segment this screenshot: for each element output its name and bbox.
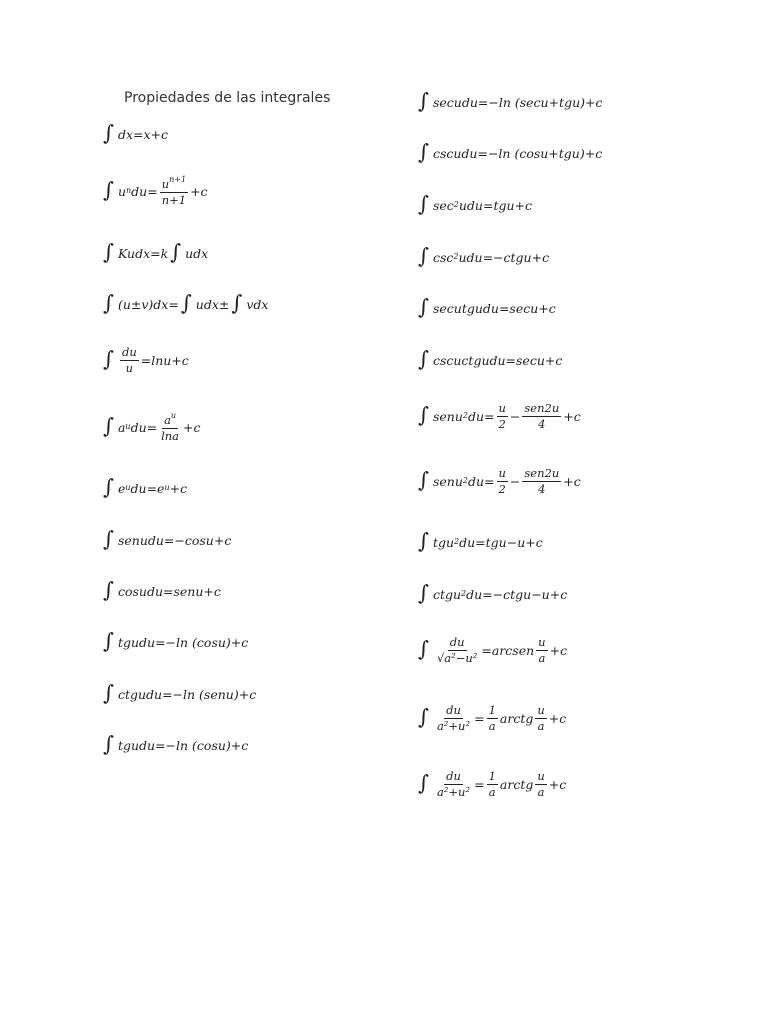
formula-text: (u±v)dx= [117, 297, 179, 312]
formula-text: du=e [130, 481, 165, 496]
integral-sign: ∫ [103, 681, 114, 705]
formula-text: du= [467, 409, 495, 425]
exponent: 2 [462, 476, 468, 486]
integral-sign: ∫ [103, 629, 114, 653]
fraction [522, 467, 561, 496]
base: sec [432, 198, 454, 213]
formula-text: +c [169, 481, 188, 496]
numerator: sen2u [522, 467, 561, 482]
integral-sign: ∫ [103, 347, 114, 372]
formula-text: +c [183, 420, 201, 436]
base: tgu [432, 535, 455, 550]
formula-sec-tg [418, 295, 556, 319]
formula-text: arctg [499, 777, 534, 793]
exponent: 2 [453, 200, 459, 209]
integral-sign: ∫ [180, 291, 192, 315]
fraction [536, 636, 547, 665]
denominator: lna [161, 429, 180, 444]
formula-power-rule [103, 176, 208, 207]
fraction [435, 770, 472, 799]
formula-text: udu=tgu+c [458, 198, 533, 213]
base: ctgu [432, 587, 462, 602]
numerator: u [497, 467, 508, 482]
exponent: u [125, 483, 131, 492]
numerator: du [448, 636, 467, 651]
formula-dx [103, 121, 169, 145]
exponent: 2 [454, 537, 460, 546]
formula-text: du= [467, 474, 495, 490]
exponent: 2 [461, 589, 467, 598]
numerator: u [535, 770, 546, 785]
denominator: 4 [538, 417, 546, 432]
integral-sign: ∫ [103, 178, 114, 203]
numerator: du [444, 770, 463, 785]
formula-text: +c [549, 643, 568, 659]
integral-sign: ∫ [418, 295, 429, 319]
integral-sign: ∫ [418, 89, 429, 113]
integral-sign: ∫ [418, 192, 429, 216]
fraction [487, 704, 498, 733]
integral-sign: ∫ [418, 529, 429, 553]
integral-sign: ∫ [418, 581, 429, 605]
fraction [159, 412, 181, 443]
formula-text: +c [563, 409, 581, 425]
formula-text: tgudu=−ln (cosu)+c [117, 635, 249, 650]
fraction [435, 704, 472, 733]
fraction [160, 176, 188, 207]
integral-sign: ∫ [103, 240, 114, 264]
integral-sign: ∫ [418, 347, 429, 371]
fraction [497, 402, 508, 431]
integral-sign: ∫ [103, 121, 114, 145]
integral-sign: ∫ [103, 414, 114, 439]
base: u [117, 184, 127, 200]
base: a [117, 420, 126, 436]
denominator: a [488, 719, 496, 734]
formula-text: Kudx=k [117, 246, 169, 261]
formula-tg-repeat [103, 732, 249, 756]
fraction [487, 770, 498, 799]
integral-sign: ∫ [418, 468, 429, 493]
integral-sign: ∫ [418, 637, 429, 662]
formula-sum [103, 291, 269, 315]
formula-text: du= [130, 420, 158, 436]
denominator: a [537, 719, 545, 734]
numerator: 1 [487, 704, 498, 719]
integral-sign: ∫ [418, 403, 429, 428]
numerator: du [120, 346, 139, 361]
formula-text: cosudu=senu+c [117, 584, 221, 599]
formula-text: udx± [195, 297, 230, 312]
denominator: a [538, 651, 546, 666]
integral-sign: ∫ [418, 140, 429, 164]
formula-text: cscudu=−ln (cosu+tgu)+c [432, 146, 603, 161]
formula-ctg [103, 681, 257, 705]
formula-exponential-e [103, 475, 188, 499]
formula-tg [103, 629, 249, 653]
formula-ctg-squared [418, 581, 568, 605]
fraction [522, 402, 561, 431]
exponent: n [126, 186, 132, 196]
integral-sign: ∫ [418, 705, 429, 730]
formula-text: senudu=−cosu+c [117, 533, 232, 548]
formula-text: =arcsen [481, 643, 535, 659]
numerator: u [535, 704, 546, 719]
formula-tg-squared [418, 529, 543, 553]
denominator: n+1 [161, 193, 187, 208]
formula-text: = [474, 711, 485, 727]
numerator: $u^{n+1}$ [160, 176, 188, 193]
base: senu [432, 474, 463, 490]
numerator: sen2u [522, 402, 561, 417]
integral-sign: ∫ [103, 578, 114, 602]
numerator: $a^u$ [162, 412, 178, 429]
formula-text: tgudu=−ln (cosu)+c [117, 738, 249, 753]
exponent: u [125, 422, 131, 432]
integral-sign: ∫ [103, 475, 114, 499]
fraction [535, 770, 546, 799]
formula-text: = [474, 777, 485, 793]
formula-sec-squared [418, 192, 533, 216]
denominator: a²+u² [436, 719, 471, 734]
formula-cos [103, 578, 221, 602]
denominator: 2 [498, 482, 506, 497]
exponent: 2 [453, 252, 459, 261]
formula-text: cscuctgudu=secu+c [432, 353, 563, 368]
base: senu [432, 409, 463, 425]
page-title: Propiedades de las integrales [124, 90, 331, 106]
formula-sen [103, 527, 232, 551]
formula-csc-squared [418, 244, 550, 268]
formula-text: ctgudu=−ln (senu)+c [117, 687, 257, 702]
exponent: u [164, 483, 170, 492]
base: csc [432, 250, 454, 265]
integral-sign: ∫ [231, 291, 243, 315]
numerator: du [444, 704, 463, 719]
denominator: a [537, 785, 545, 800]
formula-sen-squared [418, 402, 581, 431]
numerator: 1 [487, 770, 498, 785]
formula-text: secutgudu=secu+c [432, 301, 556, 316]
formula-text: du=tgu−u+c [459, 535, 543, 550]
integral-sign: ∫ [418, 771, 429, 796]
integral-sign: ∫ [103, 291, 114, 315]
integral-sign: ∫ [170, 240, 182, 264]
fraction [435, 636, 479, 665]
formula-csc-ctg [418, 347, 563, 371]
formula-text: =lnu+c [140, 353, 189, 369]
numerator: u [536, 636, 547, 651]
denominator: √a²−u² [436, 651, 478, 666]
formula-sen-squared-repeat [418, 467, 581, 496]
formula-text: +c [563, 474, 581, 490]
fraction [120, 346, 139, 375]
integral-sign: ∫ [418, 244, 429, 268]
formula-text: dx=x+c [117, 127, 169, 142]
fraction [535, 704, 546, 733]
formula-text: +c [548, 711, 567, 727]
formula-arctg [418, 704, 566, 733]
denominator: a [488, 785, 496, 800]
formula-text: udu=−ctgu+c [458, 250, 550, 265]
formula-text: du= [131, 184, 158, 200]
exponent: 2 [462, 411, 468, 421]
formula-text: − [509, 409, 521, 425]
fraction [497, 467, 508, 496]
denominator: u [125, 361, 134, 376]
formula-text: secudu=−ln (secu+tgu)+c [432, 95, 603, 110]
denominator: 2 [498, 417, 506, 432]
formula-log [103, 346, 189, 375]
denominator: a²+u² [436, 785, 471, 800]
formula-arctg-repeat [418, 770, 566, 799]
formula-text: arctg [499, 711, 534, 727]
formula-arcsen [418, 636, 567, 665]
base: e [117, 481, 126, 496]
integral-sign: ∫ [103, 732, 114, 756]
formula-text: +c [190, 184, 208, 200]
formula-sec [418, 89, 603, 113]
integral-sign: ∫ [103, 527, 114, 551]
formula-text: +c [548, 777, 567, 793]
formula-text: udx [185, 246, 209, 261]
formula-text: du=−ctgu−u+c [466, 587, 568, 602]
denominator: 4 [538, 482, 546, 497]
formula-constant [103, 240, 209, 264]
formula-text: vdx [246, 297, 269, 312]
formula-exponential-a [103, 412, 201, 443]
formula-csc [418, 140, 603, 164]
formula-text: − [509, 474, 521, 490]
numerator: u [497, 402, 508, 417]
